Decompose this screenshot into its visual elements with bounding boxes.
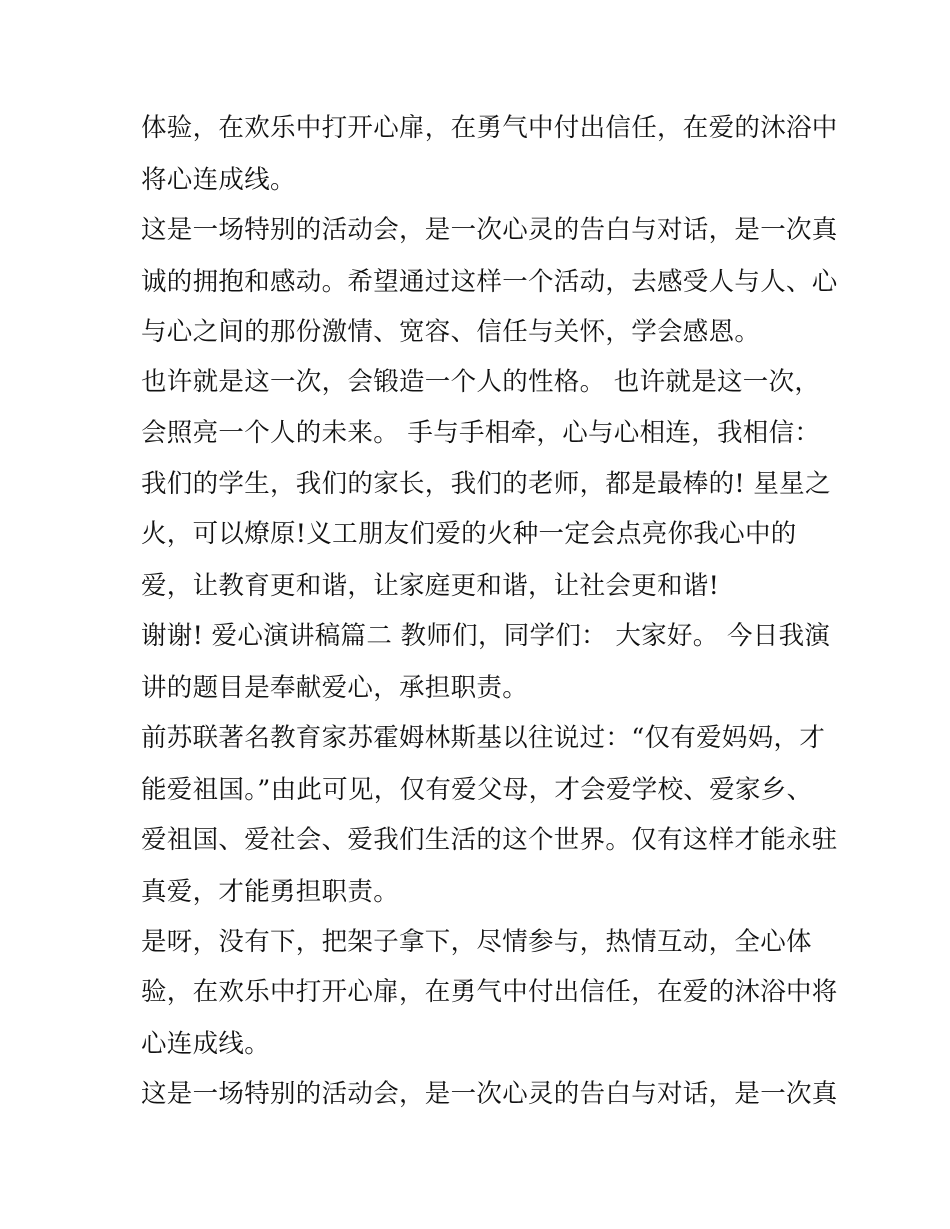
text-line-11: 谢谢! 爱心演讲稿篇二 教师们，同学们： 大家好。 今日我演 [141, 621, 831, 651]
text-line-8: 我们的学生，我们的家长，我们的老师，都是最棒的! 星星之 [141, 469, 831, 499]
text-line-19: 心连成线。 [141, 1029, 271, 1059]
text-line-7: 会照亮一个人的未来。 手与手相牵，心与心相连，我相信： [141, 418, 821, 448]
text-line-15: 爱祖国、爱社会、爱我们生活的这个世界。仅有这样才能永驻 [141, 825, 838, 855]
text-line-16: 真爱，才能勇担职责。 [141, 877, 400, 907]
text-line-3: 这是一场特别的活动会，是一次心灵的告白与对话，是一次真 [141, 215, 838, 245]
text-line-12: 讲的题目是奉献爱心，承担职责。 [141, 673, 529, 703]
text-line-18: 验，在欢乐中打开心扉，在勇气中付出信任，在爱的沐浴中将 [141, 977, 838, 1007]
text-line-14: 能爱祖国。”由此可见，仅有爱父母，才会爱学校、爱家乡、 [141, 775, 813, 805]
text-line-20: 这是一场特别的活动会，是一次心灵的告白与对话，是一次真 [141, 1079, 838, 1109]
text-line-4: 诚的拥抱和感动。希望通过这样一个活动，去感受人与人、心 [141, 267, 838, 297]
text-line-13: 前苏联著名教育家苏霍姆林斯基以往说过：“仅有爱妈妈，才 [141, 723, 826, 753]
text-line-6: 也许就是这一次，会锻造一个人的性格。 也许就是这一次， [141, 367, 821, 397]
text-line-10: 爱，让教育更和谐，让家庭更和谐，让社会更和谐! [141, 571, 720, 601]
text-line-17: 是呀，没有下，把架子拿下，尽情参与，热情互动，全心体 [141, 927, 812, 957]
text-line-1: 体验，在欢乐中打开心扉，在勇气中付出信任，在爱的沐浴中 [141, 113, 838, 143]
text-line-2: 将心连成线。 [141, 165, 296, 195]
text-line-9: 火，可以燎原!义工朋友们爱的火种一定会点亮你我心中的 [141, 519, 797, 549]
text-line-5: 与心之间的那份激情、宽容、信任与关怀，学会感恩。 [141, 317, 761, 347]
